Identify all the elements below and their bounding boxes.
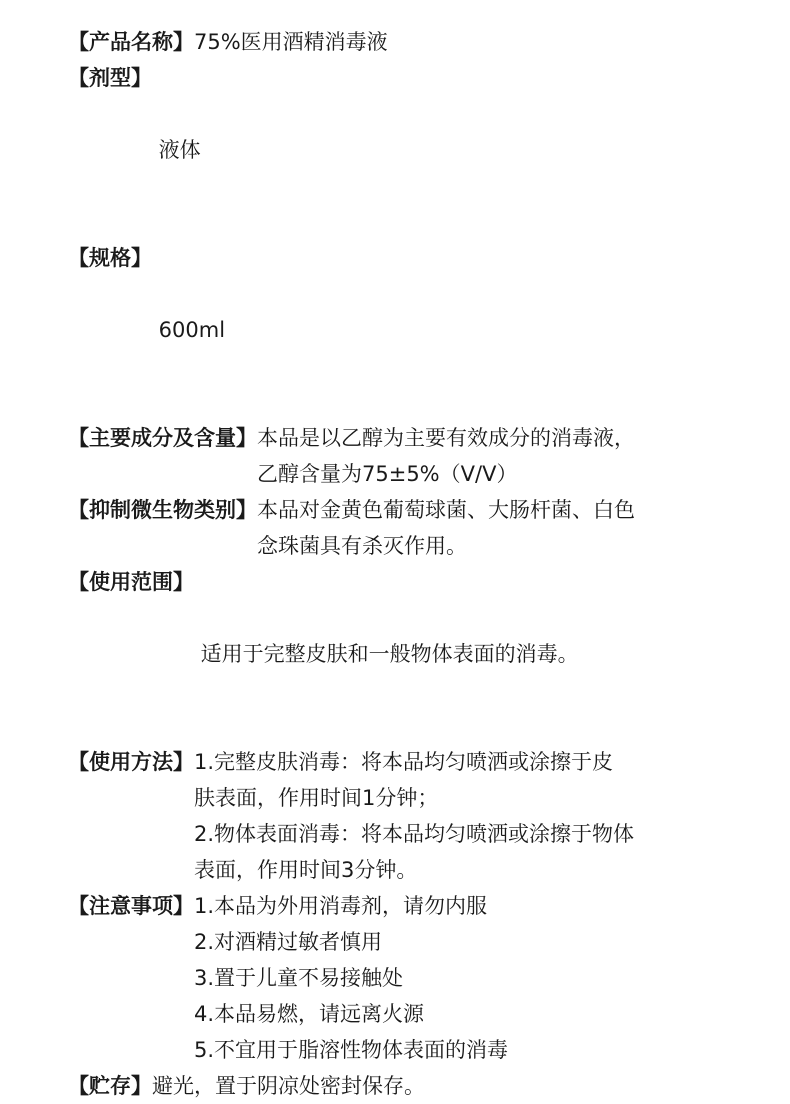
product-spec-document	[68, 24, 768, 1104]
field-value-line: 念珠菌具有杀灭作用。	[257, 534, 467, 558]
field-value-line: 2.对酒精过敏者慎用	[194, 930, 383, 954]
field-value	[152, 240, 225, 420]
field-value	[194, 744, 634, 888]
field-label: 【产品名称】	[68, 30, 194, 54]
field-value-line: 液体	[152, 138, 201, 162]
field-precautions	[68, 888, 768, 1068]
field-value	[257, 420, 635, 492]
field-value-line: 5.不宜用于脂溶性物体表面的消毒	[194, 1038, 509, 1062]
field-product-name	[68, 24, 768, 60]
field-value	[194, 24, 388, 60]
field-value	[194, 888, 508, 1068]
field-label: 【抑制微生物类别】	[68, 498, 257, 522]
field-label: 【贮存】	[68, 1074, 152, 1098]
field-usage-method	[68, 744, 768, 888]
field-value-line: 600ml	[152, 318, 226, 342]
field-value-line: 3.置于儿童不易接触处	[194, 966, 404, 990]
field-label: 【剂型】	[68, 66, 152, 90]
field-label: 【注意事项】	[68, 894, 194, 918]
field-value-line: 本品是以乙醇为主要有效成分的消毒液，	[257, 426, 635, 450]
field-value-line: 本品对金黄色葡萄球菌、大肠杆菌、白色	[257, 498, 635, 522]
field-label: 【主要成分及含量】	[68, 426, 257, 450]
field-label: 【使用方法】	[68, 750, 194, 774]
field-main-ingredients	[68, 420, 768, 492]
field-value	[194, 564, 579, 744]
field-value	[152, 1068, 425, 1104]
field-label: 【使用范围】	[68, 570, 194, 594]
field-value-line: 乙醇含量为75±5%（V/V）	[257, 462, 518, 486]
field-microbe-categories	[68, 492, 768, 564]
field-value-line: 75%医用酒精消毒液	[194, 30, 388, 54]
field-label: 【规格】	[68, 246, 152, 270]
field-value	[152, 60, 201, 240]
field-value-line: 肤表面，作用时间1分钟；	[194, 786, 439, 810]
field-value-line: 1.本品为外用消毒剂，请勿内服	[194, 894, 488, 918]
field-dosage-form	[68, 60, 768, 240]
field-value	[257, 492, 635, 564]
field-value-line: 适用于完整皮肤和一般物体表面的消毒。	[194, 642, 579, 666]
field-value-line: 4.本品易燃，请远离火源	[194, 1002, 425, 1026]
field-value-line: 避光，置于阴凉处密封保存。	[152, 1074, 425, 1098]
field-storage	[68, 1068, 768, 1104]
field-value-line: 表面，作用时间3分钟。	[194, 858, 418, 882]
field-scope-of-use	[68, 564, 768, 744]
field-value-line: 2.物体表面消毒：将本品均匀喷洒或涂擦于物体	[194, 822, 635, 846]
field-specification	[68, 240, 768, 420]
field-value-line: 1.完整皮肤消毒：将本品均匀喷洒或涂擦于皮	[194, 750, 614, 774]
